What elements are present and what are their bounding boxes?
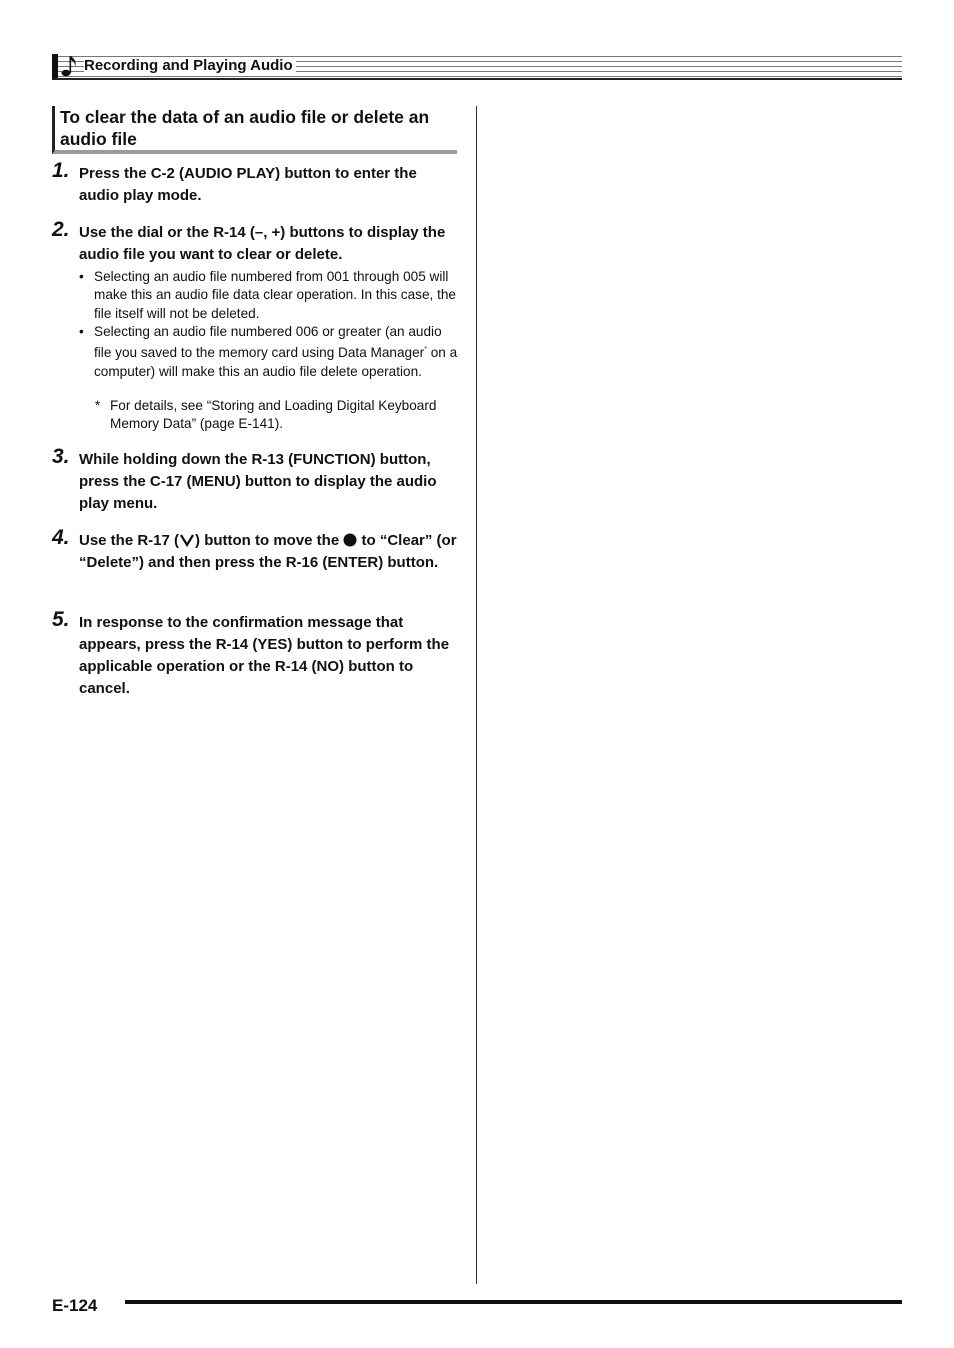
cursor-dot-icon (343, 533, 357, 547)
step-number: 3. (52, 445, 70, 468)
column-divider (476, 106, 477, 1284)
page-header (52, 54, 902, 80)
footnote-text: For details, see “Storing and Loading Digital Keyboard Memory Data” (page E-141). (110, 398, 437, 432)
header-bar (52, 54, 58, 78)
bullet-text: Selecting an audio file numbered from 001 through 005 will make this an audio file data clear operation. In this case, the file itself will not be deleted. (94, 269, 456, 321)
step-text: While holding down the R-13 (FUNCTION) button, press the C-17 (MENU) button to display the audio play menu. (79, 451, 437, 512)
step-text: Use the R-17 ( ) button to move the to “Clear” (or “Delete”) and then press the R-16 (ENTER) button. (79, 532, 457, 571)
header-underline (52, 78, 902, 80)
section-heading-text: To clear the data of an audio file or delete an audio file (60, 107, 430, 149)
step-number: 5. (52, 608, 70, 631)
bullet-text: Selecting an audio file numbered 006 or greater (an audio file you saved to the memory card using Data Manager* on a computer) will make this an audio file delete operation. (94, 324, 458, 379)
footnote-marker: * (424, 346, 427, 354)
step-text: In response to the confirmation message that appears, press the R-14 (YES) button to perform the applicable operation or the R-14 (NO) button to cancel. (79, 614, 450, 697)
header-section-title: Recording and Playing Audio (84, 57, 296, 75)
page-number: E-124 (52, 1296, 98, 1315)
step-number: 4. (52, 526, 70, 549)
chevron-down-icon (179, 533, 195, 547)
music-note-icon (60, 54, 78, 78)
step-number: 1. (52, 159, 70, 182)
footnote-mark: * (95, 398, 101, 413)
bullet-mark: • (79, 324, 84, 339)
step-text: Press the C-2 (AUDIO PLAY) button to enter the audio play mode. (79, 165, 417, 204)
step-number: 2. (52, 218, 70, 241)
footer-bar (125, 1300, 902, 1304)
section-heading (52, 106, 457, 154)
bullet-mark: • (79, 269, 84, 284)
step-text: Use the dial or the R-14 (–, +) buttons to display the audio file you want to clear or delete. (79, 224, 446, 263)
